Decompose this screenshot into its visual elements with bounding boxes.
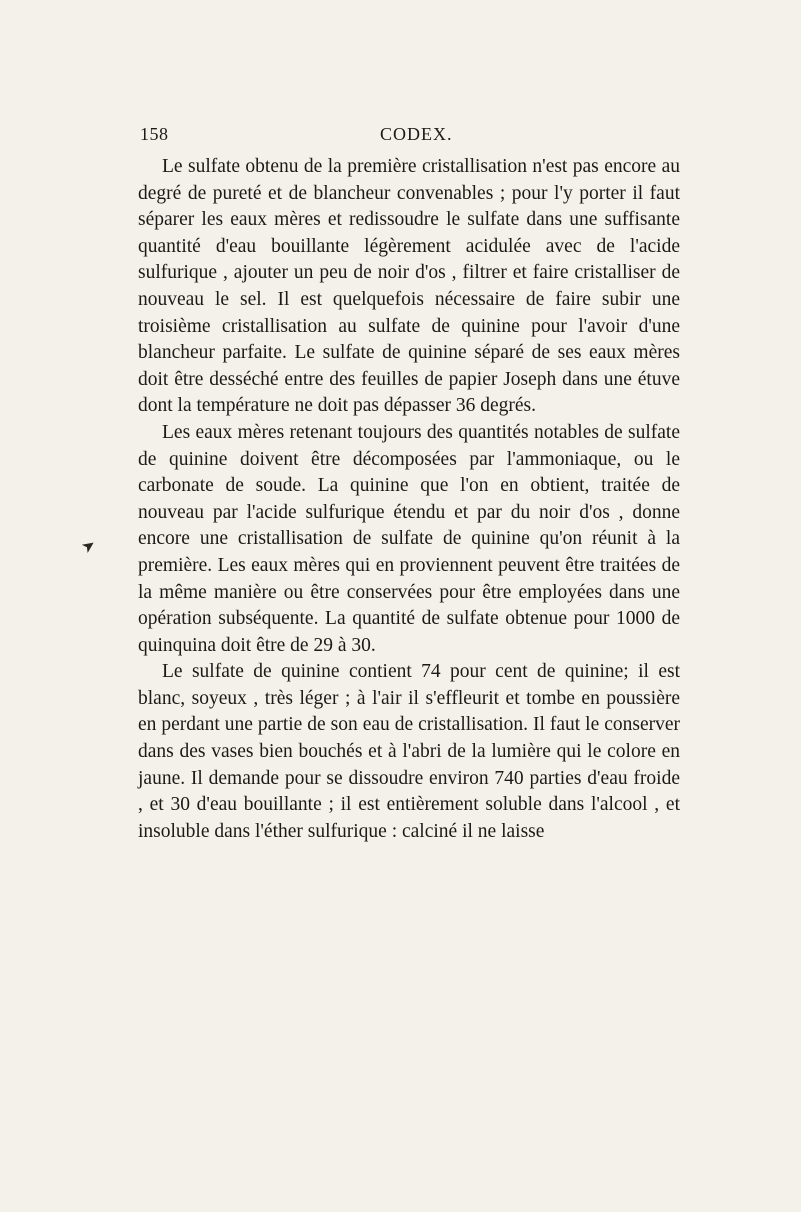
paragraph-1: Le sulfate obtenu de la première cristallisation n'est pas encore au degré de pureté et de blancheur convenables ; pour l'y porter il faut séparer les eaux mères et redissoudre le sulfate dans une suffisante quantité d'eau bouillante légèrement acidulée avec de l'acide sulfurique , ajouter un peu de noir d'os , filtrer et faire cristalliser de nouveau le sel. Il est quelquefois nécessaire de faire subir une troisième cristallisation au sulfate de quinine pour l'avoir d'une blancheur parfaite. Le sulfate de quinine séparé de ses eaux mères doit être desséché entre des feuilles de papier Joseph dans une étuve dont la température ne doit pas dépasser 36 degrés. <box>138 156 680 417</box>
body-text <box>138 154 680 845</box>
header-title: CODEX. <box>380 124 453 144</box>
paragraph-3: Le sulfate de quinine contient 74 pour cent de quinine; il est blanc, soyeux , très léger ; à l'air il s'effleurit et tombe en poussière en perdant une partie de son eau de cristallisation. Il faut le conserver dans des vases bien bouchés et à l'abri de la lumière qui le colore en jaune. Il demande pour se dissoudre environ 740 parties d'eau froide , et 30 d'eau bouillante ; il est entièrement soluble dans l'alcool , et insoluble dans l'éther sulfurique : calciné il ne laisse <box>138 661 680 842</box>
page-number: 158 <box>140 124 169 144</box>
paragraph-2: Les eaux mères retenant toujours des quantités notables de sulfate de quinine doivent être décomposées par l'ammoniaque, ou le carbonate de soude. La quinine que l'on en obtient, traitée de nouveau par l'acide sulfurique étendu et par du noir d'os , donne encore une cristallisation de sulfate de quinine qu'on réunit à la première. Les eaux mères qui en proviennent peuvent être traitées de la même manière ou être conservées pour être employées dans une opération subséquente. La quantité de sulfate obtenue pour 1000 de quinquina doit être de 29 à 30. <box>138 421 680 656</box>
running-head <box>140 124 680 146</box>
margin-pointer-mark: ➤ <box>78 535 100 558</box>
